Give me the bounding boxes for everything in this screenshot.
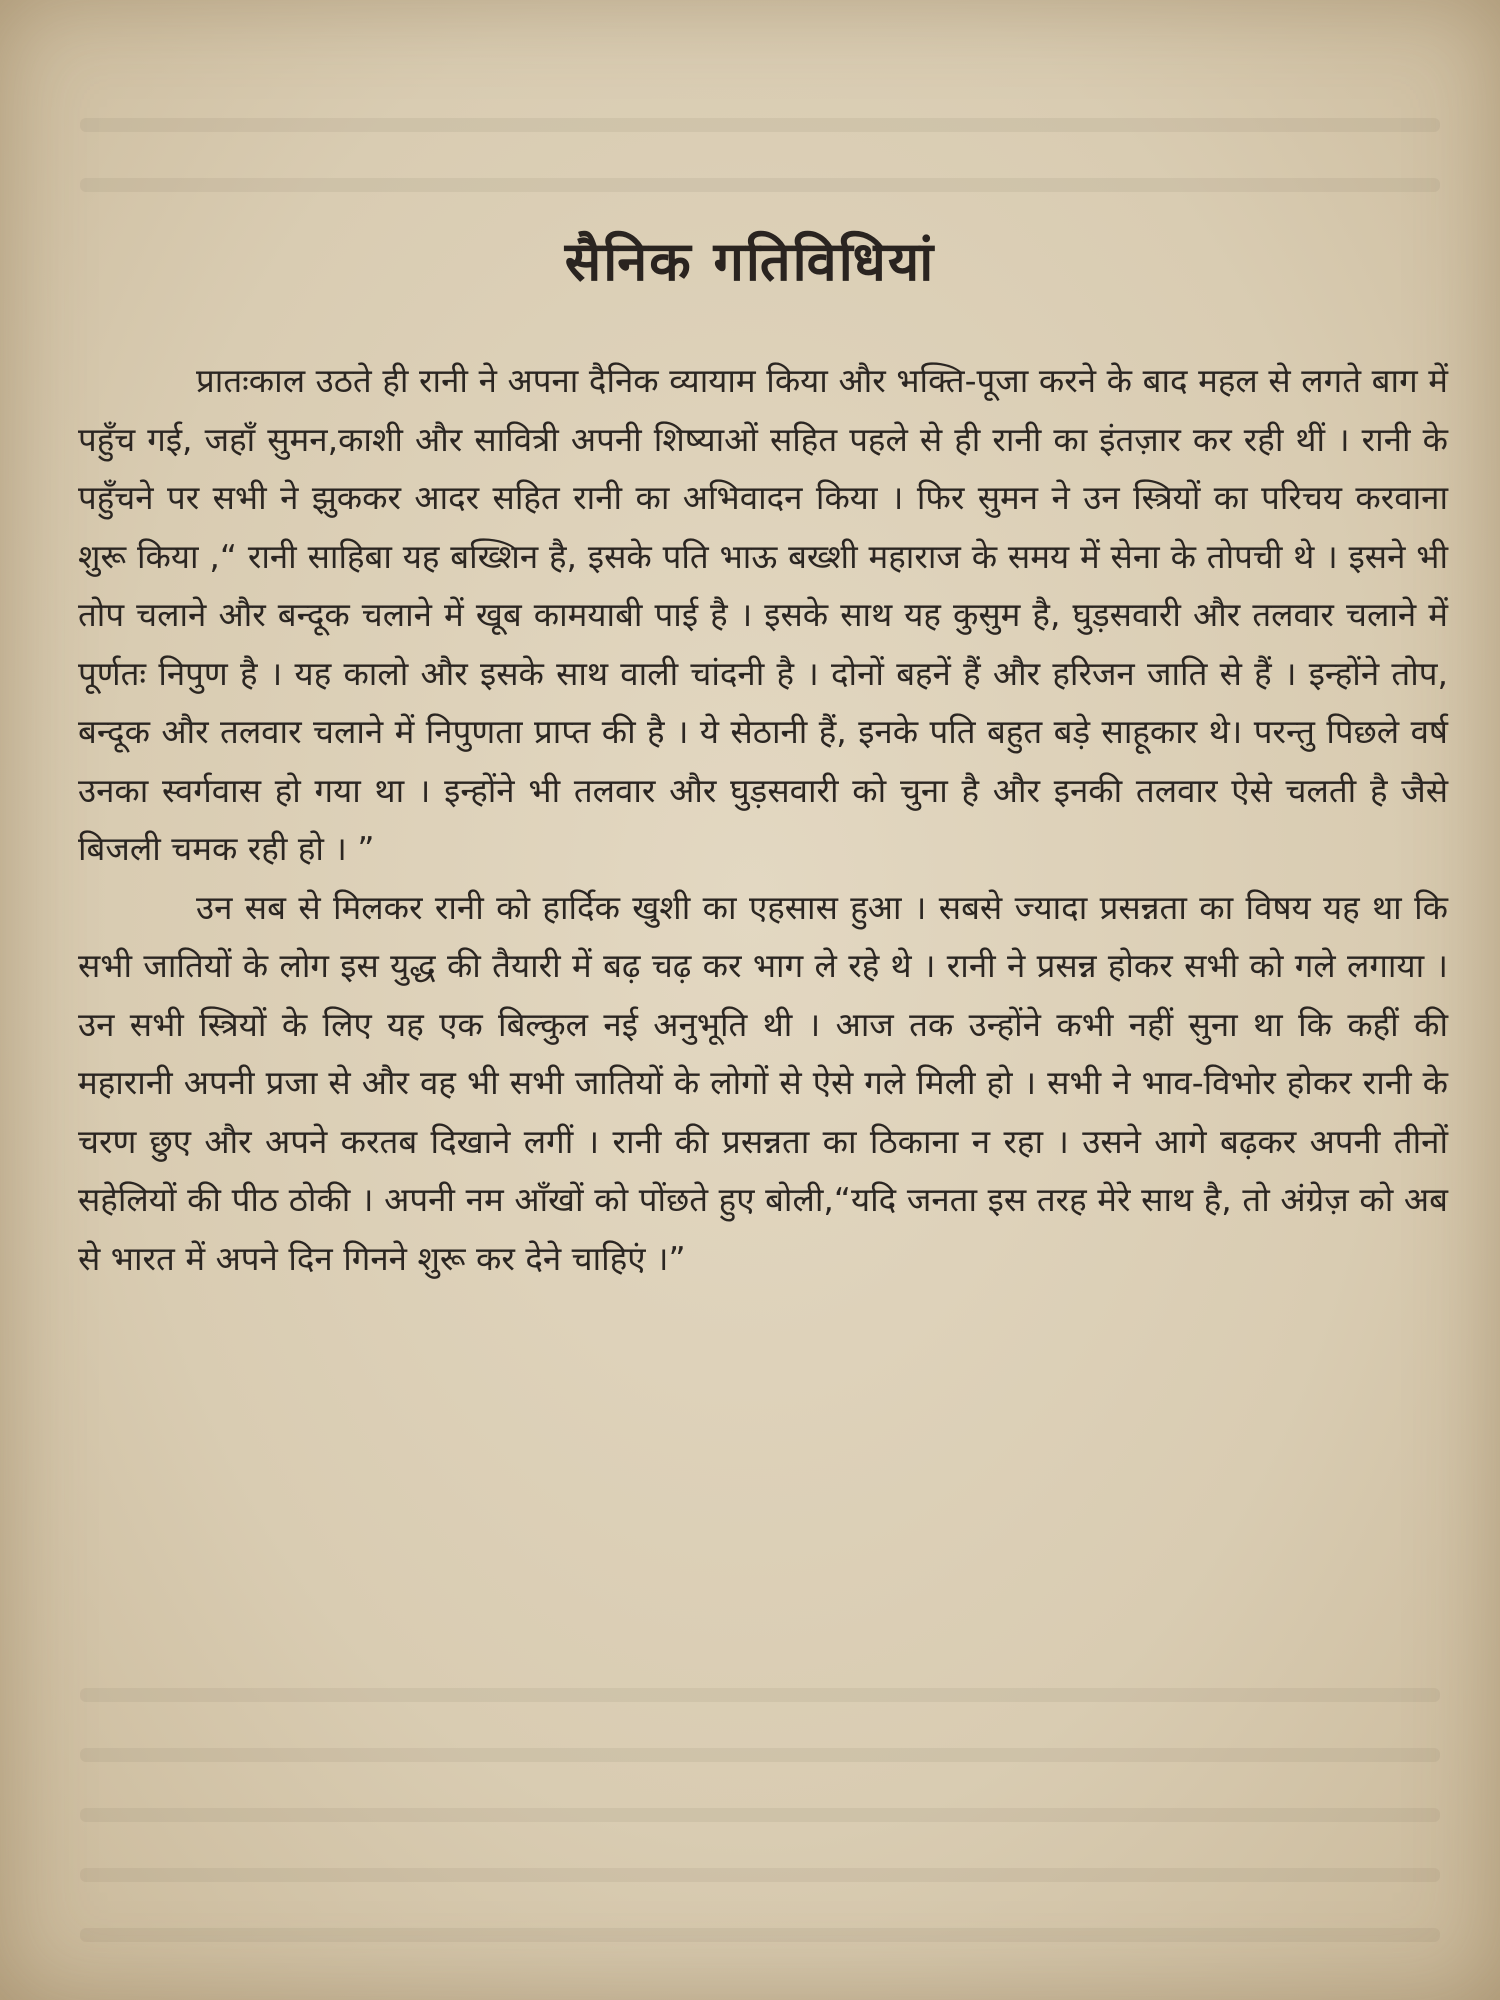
- show-through-line: [80, 1748, 1440, 1762]
- show-through-line: [80, 1928, 1440, 1942]
- show-through-line: [80, 1688, 1440, 1702]
- show-through-line: [80, 178, 1440, 192]
- show-through-line: [80, 118, 1440, 132]
- show-through-line: [80, 1868, 1440, 1882]
- chapter-title: सैनिक गतिविधियां: [564, 230, 936, 293]
- paragraph: उन सब से मिलकर रानी को हार्दिक खुशी का एहसास हुआ । सबसे ज्यादा प्रसन्नता का विषय यह था कि सभी जातियों के लोग इस युद्ध की तैयारी में बढ़ चढ़ कर भाग ले रहे थे । रानी ने प्रसन्न होकर सभी को गले लगाया । उन सभी स्त्रियों के लिए यह एक बिल्कुल नई अनुभूति थी । आज तक उन्होंने कभी नहीं सुना था कि कहीं की महारानी अपनी प्रजा से और वह भी सभी जातियों के लोगों से ऐसे गले मिली हो । सभी ने भाव-विभोर होकर रानी के चरण छुए और अपने करतब दिखाने लगीं । रानी की प्रसन्नता का ठिकाना न रहा । उसने आगे बढ़कर अपनी तीनों सहेलियों की पीठ ठोकी । अपनी नम आँखों को पोंछते हुए बोली,“यदि जनता इस तरह मेरे साथ है, तो अंग्रेज़ को अब से भारत में अपने दिन गिनने शुरू कर देने चाहिएं ।”: [78, 887, 1448, 1278]
- show-through-line: [80, 1808, 1440, 1822]
- chapter-body: [78, 352, 1448, 1288]
- paragraph: प्रातःकाल उठते ही रानी ने अपना दैनिक व्यायाम किया और भक्ति-पूजा करने के बाद महल से लगते बाग में पहुँच गई, जहाँ सुमन,काशी और सावित्री अपनी शिष्याओं सहित पहले से ही रानी का इंतज़ार कर रही थीं । रानी के पहुँचने पर सभी ने झुककर आदर सहित रानी का अभिवादन किया । फिर सुमन ने उन स्त्रियों का परिचय करवाना शुरू किया ,“ रानी साहिबा यह बख्शिन है, इसके पति भाऊ बख्शी महाराज के समय में सेना के तोपची थे । इसने भी तोप चलाने और बन्दूक चलाने में खूब कामयाबी पाई है । इसके साथ यह कुसुम है, घुड़सवारी और तलवार चलाने में पूर्णतः निपुण है । यह कालो और इसके साथ वाली चांदनी है । दोनों बहनें हैं और हरिजन जाति से हैं । इन्होंने तोप, बन्दूक और तलवार चलाने में निपुणता प्राप्त की है । ये सेठानी हैं, इनके पति बहुत बड़े साहूकार थे। परन्तु पिछले वर्ष उनका स्वर्गवास हो गया था । इन्होंने भी तलवार और घुड़सवारी को चुना है और इनकी तलवार ऐसे चलती है जैसे बिजली चमक रही हो । ”: [78, 361, 1448, 868]
